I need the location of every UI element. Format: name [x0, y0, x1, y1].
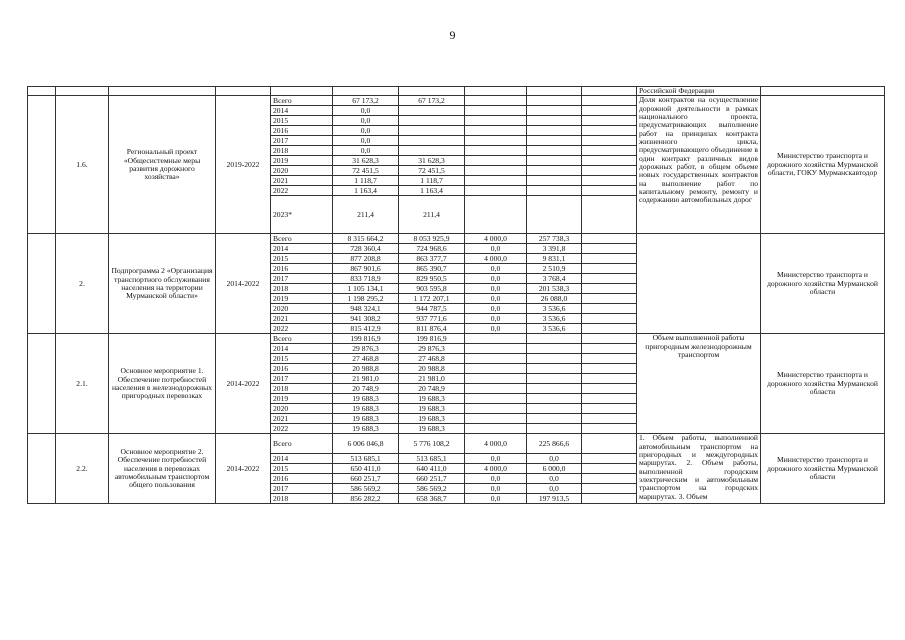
item-number: 2. — [56, 234, 109, 334]
total-cell: 19 688,3 — [333, 404, 399, 414]
continued-indicator-cell: Российской Федерации — [637, 87, 761, 96]
total-cell: 833 718,9 — [333, 274, 399, 284]
empty-cell — [582, 494, 637, 504]
regional-budget-cell: 811 876,4 — [399, 324, 465, 334]
empty-cell — [582, 234, 637, 244]
regional-budget-cell: 724 968,6 — [399, 244, 465, 254]
item-name: Подпрограмма 2 «Организация транспортного обслуживания населения на территории Мурманской области» — [109, 234, 216, 334]
year-cell: 2018 — [271, 284, 333, 294]
regional-budget-cell — [399, 126, 465, 136]
regional-budget-cell: 586 569,2 — [399, 484, 465, 494]
year-cell: 2018 — [271, 494, 333, 504]
empty-cell — [582, 474, 637, 484]
other-sources-cell — [527, 166, 582, 176]
federal-budget-cell — [465, 374, 527, 384]
federal-budget-cell — [465, 196, 527, 234]
item-number: 1.6. — [56, 96, 109, 234]
federal-budget-cell — [465, 364, 527, 374]
federal-budget-cell: 0,0 — [465, 324, 527, 334]
other-sources-cell — [527, 414, 582, 424]
other-sources-cell: 3 536,6 — [527, 324, 582, 334]
item-period: 2014-2022 — [216, 334, 271, 434]
regional-budget-cell: 21 981,0 — [399, 374, 465, 384]
total-cell: 815 412,9 — [333, 324, 399, 334]
year-cell: 2021 — [271, 414, 333, 424]
other-sources-cell — [527, 404, 582, 414]
empty-cell — [582, 324, 637, 334]
total-cell: 1 105 134,1 — [333, 284, 399, 294]
year-cell: 2018 — [271, 146, 333, 156]
total-cell: 856 282,2 — [333, 494, 399, 504]
regional-budget-cell: 72 451,5 — [399, 166, 465, 176]
empty-cell — [582, 196, 637, 234]
total-cell: 19 688,3 — [333, 414, 399, 424]
federal-budget-cell — [465, 96, 527, 106]
table-row — [28, 334, 885, 344]
regional-budget-cell: 1 172 207,1 — [399, 294, 465, 304]
empty-cell — [582, 96, 637, 106]
year-cell: 2015 — [271, 116, 333, 126]
federal-budget-cell — [465, 334, 527, 344]
year-cell: 2018 — [271, 384, 333, 394]
other-sources-cell — [527, 384, 582, 394]
empty-cell — [582, 464, 637, 474]
regional-budget-cell: 903 595,8 — [399, 284, 465, 294]
other-sources-cell: 197 913,5 — [527, 494, 582, 504]
other-sources-cell: 3 536,6 — [527, 314, 582, 324]
year-cell: 2023* — [271, 196, 333, 234]
other-sources-cell — [527, 156, 582, 166]
total-cell: 728 360,4 — [333, 244, 399, 254]
other-sources-cell: 0,0 — [527, 454, 582, 464]
empty-cell — [582, 384, 637, 394]
other-sources-cell — [527, 354, 582, 364]
year-cell: 2017 — [271, 374, 333, 384]
responsible-executor: Министерство транспорта и дорожного хозяйства Мурманской области — [761, 434, 885, 504]
empty-cell — [582, 156, 637, 166]
regional-budget-cell: 67 173,2 — [399, 96, 465, 106]
other-sources-cell — [527, 96, 582, 106]
year-cell: 2019 — [271, 294, 333, 304]
federal-budget-cell: 0,0 — [465, 264, 527, 274]
other-sources-cell — [527, 146, 582, 156]
empty-cell — [582, 264, 637, 274]
empty-cell — [582, 254, 637, 264]
item-name: Региональный проект «Общесистемные меры развития дорожного хозяйства» — [109, 96, 216, 234]
year-cell: 2019 — [271, 394, 333, 404]
federal-budget-cell: 4 000,0 — [465, 234, 527, 244]
federal-budget-cell — [465, 404, 527, 414]
empty-cell — [582, 244, 637, 254]
other-sources-cell: 0,0 — [527, 474, 582, 484]
regional-budget-cell: 1 163,4 — [399, 186, 465, 196]
other-sources-cell: 26 088,0 — [527, 294, 582, 304]
year-cell: 2020 — [271, 304, 333, 314]
empty-cell — [28, 334, 56, 434]
other-sources-cell — [527, 186, 582, 196]
federal-budget-cell — [465, 166, 527, 176]
total-cell: 21 981,0 — [333, 374, 399, 384]
regional-budget-cell: 513 685,1 — [399, 454, 465, 464]
total-cell: 31 628,3 — [333, 156, 399, 166]
year-cell: 2014 — [271, 244, 333, 254]
table-row-continuation — [28, 87, 885, 96]
total-cell: 660 251,7 — [333, 474, 399, 484]
regional-budget-cell: 944 787,5 — [399, 304, 465, 314]
year-cell: 2017 — [271, 484, 333, 494]
regional-budget-cell: 1 118,7 — [399, 176, 465, 186]
program-table — [27, 86, 885, 504]
regional-budget-cell: 829 950,5 — [399, 274, 465, 284]
table-row — [28, 434, 885, 454]
regional-budget-cell — [399, 146, 465, 156]
total-cell: 0,0 — [333, 136, 399, 146]
table-row — [28, 96, 885, 106]
regional-budget-cell: 20 748,9 — [399, 384, 465, 394]
regional-budget-cell: 19 688,3 — [399, 394, 465, 404]
year-cell: 2022 — [271, 324, 333, 334]
total-cell: 0,0 — [333, 146, 399, 156]
regional-budget-cell: 19 688,3 — [399, 424, 465, 434]
total-cell: 8 315 664,2 — [333, 234, 399, 244]
regional-budget-cell: 211,4 — [399, 196, 465, 234]
other-sources-cell: 9 831,1 — [527, 254, 582, 264]
federal-budget-cell: 0,0 — [465, 314, 527, 324]
federal-budget-cell — [465, 186, 527, 196]
regional-budget-cell: 31 628,3 — [399, 156, 465, 166]
empty-cell — [582, 176, 637, 186]
federal-budget-cell: 0,0 — [465, 274, 527, 284]
total-cell: 20 748,9 — [333, 384, 399, 394]
empty-cell — [582, 334, 637, 344]
federal-budget-cell: 4 000,0 — [465, 434, 527, 454]
other-sources-cell — [527, 116, 582, 126]
year-cell: 2017 — [271, 136, 333, 146]
total-cell: 199 816,9 — [333, 334, 399, 344]
year-cell: 2014 — [271, 344, 333, 354]
regional-budget-cell: 8 053 925,9 — [399, 234, 465, 244]
total-cell: 941 308,2 — [333, 314, 399, 324]
year-cell: 2016 — [271, 364, 333, 374]
federal-budget-cell — [465, 354, 527, 364]
year-cell: Всего — [271, 96, 333, 106]
other-sources-cell: 225 866,6 — [527, 434, 582, 454]
federal-budget-cell: 0,0 — [465, 474, 527, 484]
federal-budget-cell: 0,0 — [465, 244, 527, 254]
empty-cell — [582, 344, 637, 354]
empty-cell — [582, 126, 637, 136]
regional-budget-cell: 19 688,3 — [399, 414, 465, 424]
year-cell: 2015 — [271, 254, 333, 264]
regional-budget-cell: 660 251,7 — [399, 474, 465, 484]
total-cell: 513 685,1 — [333, 454, 399, 464]
year-cell: Всего — [271, 234, 333, 244]
empty-cell — [28, 96, 56, 234]
empty-cell — [582, 454, 637, 464]
regional-budget-cell — [399, 136, 465, 146]
item-name: Основное мероприятие 2. Обеспечение потребностей населения в перевозках автомобильным транспортом общего пользования — [109, 434, 216, 504]
federal-budget-cell: 4 000,0 — [465, 254, 527, 264]
federal-budget-cell — [465, 424, 527, 434]
empty-cell — [582, 484, 637, 494]
item-number: 2.1. — [56, 334, 109, 434]
federal-budget-cell: 0,0 — [465, 454, 527, 464]
total-cell: 72 451,5 — [333, 166, 399, 176]
item-period: 2019-2022 — [216, 96, 271, 234]
total-cell: 1 163,4 — [333, 186, 399, 196]
empty-cell — [582, 136, 637, 146]
federal-budget-cell: 0,0 — [465, 484, 527, 494]
year-cell: 2014 — [271, 106, 333, 116]
responsible-executor: Министерство транспорта и дорожного хозяйства Мурманской области — [761, 334, 885, 434]
total-cell: 0,0 — [333, 116, 399, 126]
empty-cell — [582, 424, 637, 434]
federal-budget-cell — [465, 384, 527, 394]
other-sources-cell — [527, 394, 582, 404]
other-sources-cell — [527, 176, 582, 186]
other-sources-cell — [527, 364, 582, 374]
regional-budget-cell: 19 688,3 — [399, 404, 465, 414]
year-cell: 2016 — [271, 474, 333, 484]
total-cell: 19 688,3 — [333, 424, 399, 434]
other-sources-cell — [527, 424, 582, 434]
empty-cell — [582, 186, 637, 196]
federal-budget-cell: 0,0 — [465, 304, 527, 314]
empty-cell — [28, 434, 56, 504]
empty-cell — [582, 304, 637, 314]
other-sources-cell: 3 768,4 — [527, 274, 582, 284]
total-cell: 650 411,0 — [333, 464, 399, 474]
total-cell: 6 006 046,8 — [333, 434, 399, 454]
total-cell: 948 324,1 — [333, 304, 399, 314]
federal-budget-cell — [465, 116, 527, 126]
empty-cell — [582, 106, 637, 116]
regional-budget-cell: 27 468,8 — [399, 354, 465, 364]
federal-budget-cell — [465, 176, 527, 186]
other-sources-cell: 0,0 — [527, 484, 582, 494]
other-sources-cell — [527, 126, 582, 136]
empty-cell — [28, 234, 56, 334]
year-cell: 2015 — [271, 464, 333, 474]
federal-budget-cell — [465, 344, 527, 354]
year-cell: 2016 — [271, 126, 333, 136]
empty-cell — [582, 294, 637, 304]
item-name: Основное мероприятие 1. Обеспечение потребностей населения в железнодорожных пригородных перевозках — [109, 334, 216, 434]
total-cell: 0,0 — [333, 126, 399, 136]
indicator-text: 1. Объем работы, выполненной автомобильным транспортом на пригородных и междугородных маршрутах. 2. Объем работы, выполненной городским электрическим и автомобильным транспортом на городских маршрутах. 3. Объем — [637, 434, 761, 504]
total-cell: 1 118,7 — [333, 176, 399, 186]
other-sources-cell: 6 000,0 — [527, 464, 582, 474]
total-cell: 27 468,8 — [333, 354, 399, 364]
year-cell: Всего — [271, 334, 333, 344]
regional-budget-cell — [399, 106, 465, 116]
year-cell: 2017 — [271, 274, 333, 284]
indicator-text: Объем выполненной работы пригородным железнодорожным транспортом — [637, 334, 761, 434]
year-cell: 2015 — [271, 354, 333, 364]
regional-budget-cell: 20 988,8 — [399, 364, 465, 374]
federal-budget-cell: 0,0 — [465, 294, 527, 304]
regional-budget-cell: 937 771,6 — [399, 314, 465, 324]
other-sources-cell — [527, 196, 582, 234]
empty-cell — [582, 274, 637, 284]
empty-cell — [582, 434, 637, 454]
regional-budget-cell: 863 377,7 — [399, 254, 465, 264]
item-period: 2014-2022 — [216, 234, 271, 334]
total-cell: 586 569,2 — [333, 484, 399, 494]
other-sources-cell — [527, 334, 582, 344]
federal-budget-cell: 0,0 — [465, 284, 527, 294]
other-sources-cell: 201 538,3 — [527, 284, 582, 294]
federal-budget-cell — [465, 156, 527, 166]
other-sources-cell: 2 510,9 — [527, 264, 582, 274]
responsible-executor: Министерство транспорта и дорожного хозяйства Мурманской области, ГОКУ Мурманскавтодор — [761, 96, 885, 234]
other-sources-cell: 3 536,6 — [527, 304, 582, 314]
regional-budget-cell: 865 390,7 — [399, 264, 465, 274]
item-period: 2014-2022 — [216, 434, 271, 504]
federal-budget-cell: 0,0 — [465, 494, 527, 504]
item-number: 2.2. — [56, 434, 109, 504]
total-cell: 19 688,3 — [333, 394, 399, 404]
empty-cell — [582, 394, 637, 404]
empty-cell — [582, 374, 637, 384]
other-sources-cell — [527, 106, 582, 116]
federal-budget-cell — [465, 126, 527, 136]
year-cell: 2014 — [271, 454, 333, 464]
empty-cell — [582, 404, 637, 414]
regional-budget-cell: 5 776 108,2 — [399, 434, 465, 454]
total-cell: 877 208,8 — [333, 254, 399, 264]
year-cell: 2016 — [271, 264, 333, 274]
federal-budget-cell: 4 000,0 — [465, 464, 527, 474]
total-cell: 20 988,8 — [333, 364, 399, 374]
regional-budget-cell — [399, 116, 465, 126]
other-sources-cell — [527, 374, 582, 384]
total-cell: 67 173,2 — [333, 96, 399, 106]
regional-budget-cell: 658 368,7 — [399, 494, 465, 504]
federal-budget-cell — [465, 394, 527, 404]
year-cell: 2022 — [271, 186, 333, 196]
empty-cell — [582, 284, 637, 294]
empty-cell — [582, 146, 637, 156]
total-cell: 29 876,3 — [333, 344, 399, 354]
other-sources-cell: 3 391,8 — [527, 244, 582, 254]
federal-budget-cell — [465, 106, 527, 116]
total-cell: 867 901,6 — [333, 264, 399, 274]
other-sources-cell — [527, 136, 582, 146]
indicator-text — [637, 234, 761, 334]
table-row — [28, 234, 885, 244]
empty-cell — [582, 354, 637, 364]
other-sources-cell — [527, 344, 582, 354]
year-cell: 2021 — [271, 176, 333, 186]
federal-budget-cell — [465, 136, 527, 146]
other-sources-cell: 257 738,3 — [527, 234, 582, 244]
indicator-text: Доля контрактов на осуществление дорожной деятельности в рамках национального проекта, предусматривающих выполнение работ на принципах контракта жизненного цикла, предусматривающего объединение в один контракт различных видов дорожных работ, в общем объеме новых государственных контрактов на выполнение работ по капитальному ремонту, ремонту и содержанию автомобильных дорог — [637, 96, 761, 234]
page-number: 9 — [449, 28, 456, 42]
empty-cell — [582, 414, 637, 424]
empty-cell — [582, 116, 637, 126]
year-cell: Всего — [271, 434, 333, 454]
total-cell: 211,4 — [333, 196, 399, 234]
year-cell: 2022 — [271, 424, 333, 434]
total-cell: 1 198 295,2 — [333, 294, 399, 304]
year-cell: 2020 — [271, 166, 333, 176]
federal-budget-cell — [465, 146, 527, 156]
empty-cell — [582, 364, 637, 374]
total-cell: 0,0 — [333, 106, 399, 116]
federal-budget-cell — [465, 414, 527, 424]
regional-budget-cell: 640 411,0 — [399, 464, 465, 474]
empty-cell — [582, 314, 637, 324]
year-cell: 2021 — [271, 314, 333, 324]
regional-budget-cell: 29 876,3 — [399, 344, 465, 354]
regional-budget-cell: 199 816,9 — [399, 334, 465, 344]
year-cell: 2019 — [271, 156, 333, 166]
empty-cell — [582, 166, 637, 176]
year-cell: 2020 — [271, 404, 333, 414]
responsible-executor: Министерство транспорта и дорожного хозяйства Мурманской области — [761, 234, 885, 334]
